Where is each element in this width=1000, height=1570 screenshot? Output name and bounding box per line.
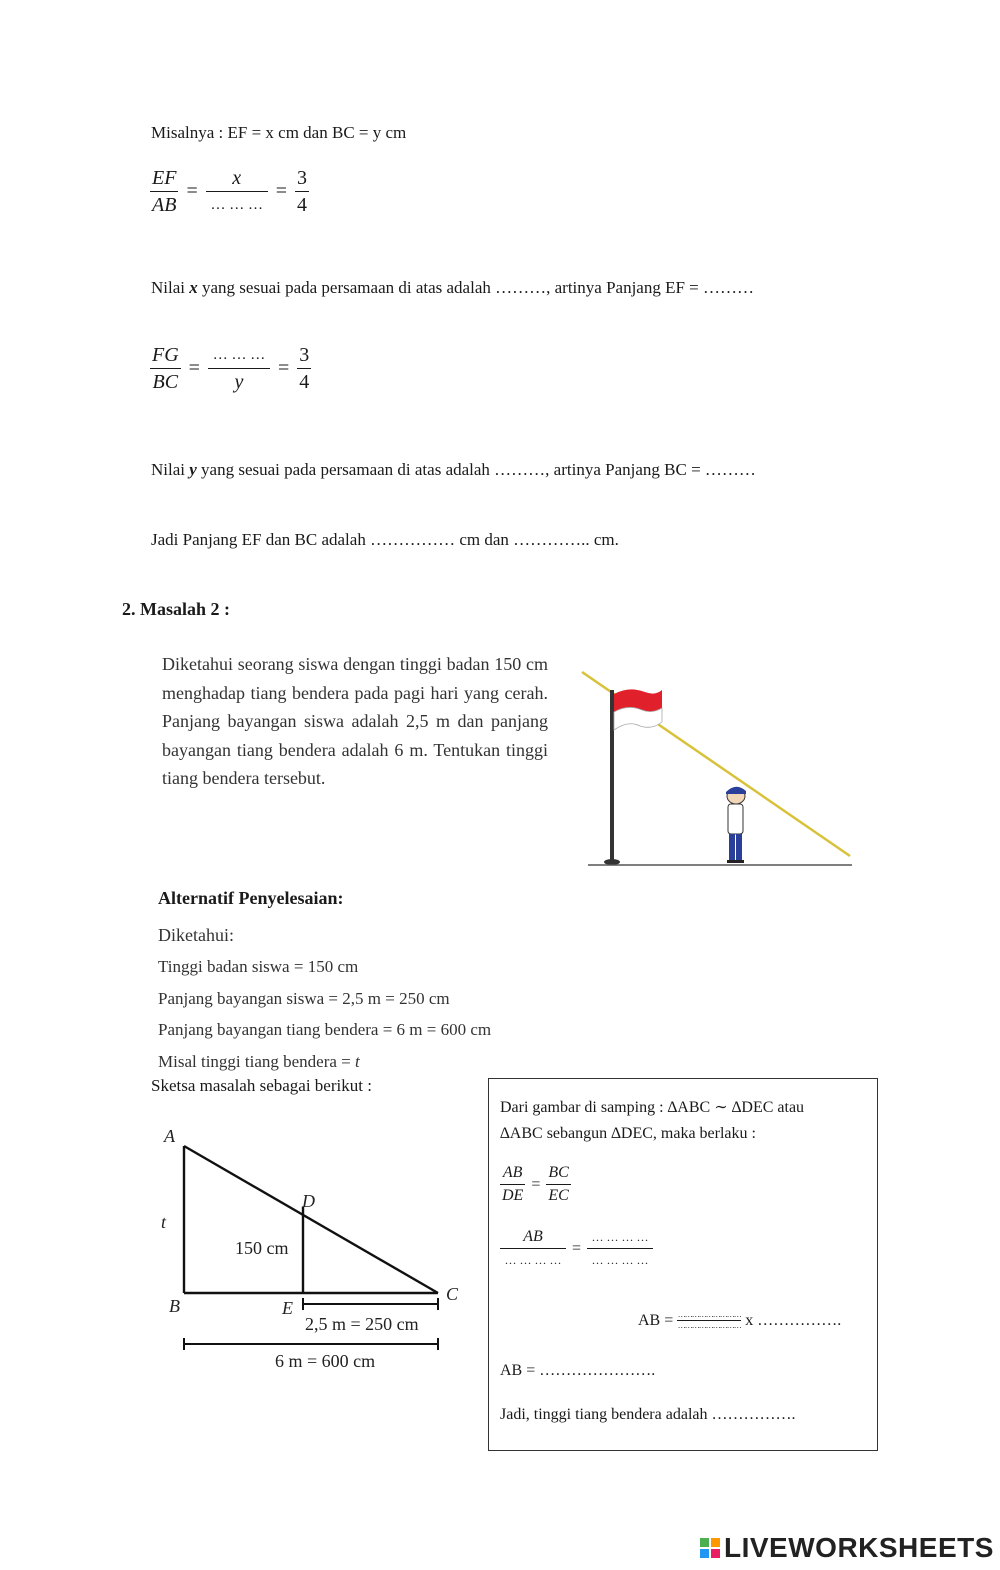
logo-text: LIVEWORKSHEETS — [724, 1532, 994, 1563]
side-ac — [184, 1146, 438, 1293]
eq1-lhs-den: AB — [152, 194, 177, 217]
value-y-post: yang sesuai pada persamaan di atas adalah ………, artinya Panjang BC = ……… — [196, 460, 756, 479]
ab-eq-post: x ……………. — [745, 1311, 842, 1329]
ab-eq-num: ……………………… — [677, 1310, 741, 1319]
label-bc: 6 m = 600 cm — [275, 1351, 376, 1371]
ab-result: AB = …………………. — [500, 1362, 656, 1379]
ratio1-a-num: AB — [502, 1164, 523, 1181]
value-y-var: y — [189, 460, 197, 479]
eq1-r-num: 3 — [297, 167, 307, 189]
given-label: Diketahui: — [158, 925, 234, 945]
eq2-r-den: 4 — [299, 371, 310, 394]
flag-illustration — [570, 660, 860, 875]
ab-eq-pre: AB = — [638, 1311, 674, 1329]
ratio1-b-den: EC — [548, 1187, 569, 1205]
value-y-pre: Nilai — [151, 460, 190, 479]
ratio2-b-den: … … … … — [591, 1253, 649, 1268]
ab-eq-den: ……………………… — [677, 1321, 741, 1331]
eq2-mid-num: … … … — [212, 347, 266, 363]
box-ratio-1: $\frac{AB}{DE}$ = $\frac{BC}{EC}$ — [500, 1162, 571, 1207]
logo-icon — [700, 1538, 720, 1558]
label-a: A — [164, 1126, 175, 1146]
value-y-line — [151, 459, 756, 481]
value-x-pre: Nilai — [151, 278, 190, 297]
misal-line — [158, 1051, 360, 1073]
student-figure — [726, 787, 746, 863]
ratio2-b-num: … … … … — [591, 1230, 649, 1244]
box-line-1: Dari gambar di samping : ∆ABC ∼ ∆DEC atau — [500, 1099, 805, 1116]
box-line-2: ∆ABC sebangun ∆DEC, maka berlaku : — [500, 1125, 756, 1142]
eq2-mid-den: y — [234, 371, 244, 394]
misal-var: t — [355, 1052, 360, 1071]
label-c: C — [446, 1284, 459, 1304]
eq2-r-num: 3 — [299, 344, 310, 366]
eq2-lhs-num: FG — [152, 344, 179, 366]
conclusion-line: Jadi Panjang EF dan BC adalah …………… cm dan ………….. cm. — [151, 530, 619, 549]
problem-text: Diketahui seorang siswa dengan tinggi badan 150 cm menghadap tiang bendera pada pagi hari yang cerah. Panjang bayangan siswa adalah 2,5 m dan panjang bayangan tiang bendera adalah 6 m. Tentukan tinggi tiang bendera tersebut. — [162, 654, 548, 788]
label-b: B — [169, 1296, 180, 1316]
given-item-2: Panjang bayangan siswa = 2,5 m = 250 cm — [158, 989, 450, 1008]
eq1-r-den: 4 — [297, 194, 307, 217]
ab-equation — [638, 1310, 841, 1331]
ratio1-a-den: DE — [502, 1187, 524, 1205]
value-x-var: x — [189, 278, 198, 297]
label-de: 150 cm — [235, 1238, 289, 1258]
final-answer: Jadi, tinggi tiang bendera adalah ……………. — [500, 1406, 796, 1423]
eq1-lhs-num: EF — [152, 167, 177, 189]
flag-pole-base — [604, 859, 620, 865]
intro-text: Misalnya : EF = x cm dan BC = y cm — [151, 123, 407, 142]
ratio1-b-num: BC — [548, 1164, 569, 1181]
eq1-mid-num: x — [232, 167, 242, 189]
misal-pre: Misal tinggi tiang bendera = — [158, 1052, 356, 1071]
value-x-post: yang sesuai pada persamaan di atas adalah ………, artinya Panjang EF = ……… — [197, 278, 755, 297]
equation-ef-ab: $\frac{EF}{AB}$ = $\frac{x}{\dots \dots \dots}$ = $\frac{3}{4}$ — [152, 167, 307, 217]
eq1-mid-den: … … … — [210, 197, 263, 214]
label-d: D — [302, 1191, 315, 1211]
label-e: E — [282, 1298, 293, 1318]
ratio2-a-num: AB — [523, 1228, 543, 1245]
label-ec: 2,5 m = 250 cm — [305, 1314, 419, 1334]
sketch-label: Sketsa masalah sebagai berikut : — [151, 1076, 372, 1095]
box-ratio-2: $\frac{AB}{\dots \dots \dots \dots}$ = $\frac{\dots \dots \dots \dots}{\dots \dots \dots \dots}$ — [500, 1226, 653, 1271]
equation-fg-bc: $\frac{FG}{BC}$ = $\frac{\dots \dots \dots}{y}$ = $\frac{3}{4}$ — [152, 344, 310, 394]
eq2-lhs-den: BC — [152, 371, 179, 394]
problem-heading: 2. Masalah 2 : — [122, 599, 230, 619]
triangle-diagram — [150, 1120, 480, 1380]
solution-title: Alternatif Penyelesaian: — [158, 888, 344, 908]
label-t: t — [161, 1212, 167, 1232]
given-item-1: Tinggi badan siswa = 150 cm — [158, 957, 359, 976]
liveworksheets-logo — [700, 1532, 994, 1564]
given-item-3: Panjang bayangan tiang bendera = 6 m = 600 cm — [158, 1020, 492, 1039]
ratio2-a-den: … … … … — [504, 1253, 562, 1268]
flag-white — [614, 707, 662, 730]
value-x-line — [151, 277, 754, 299]
